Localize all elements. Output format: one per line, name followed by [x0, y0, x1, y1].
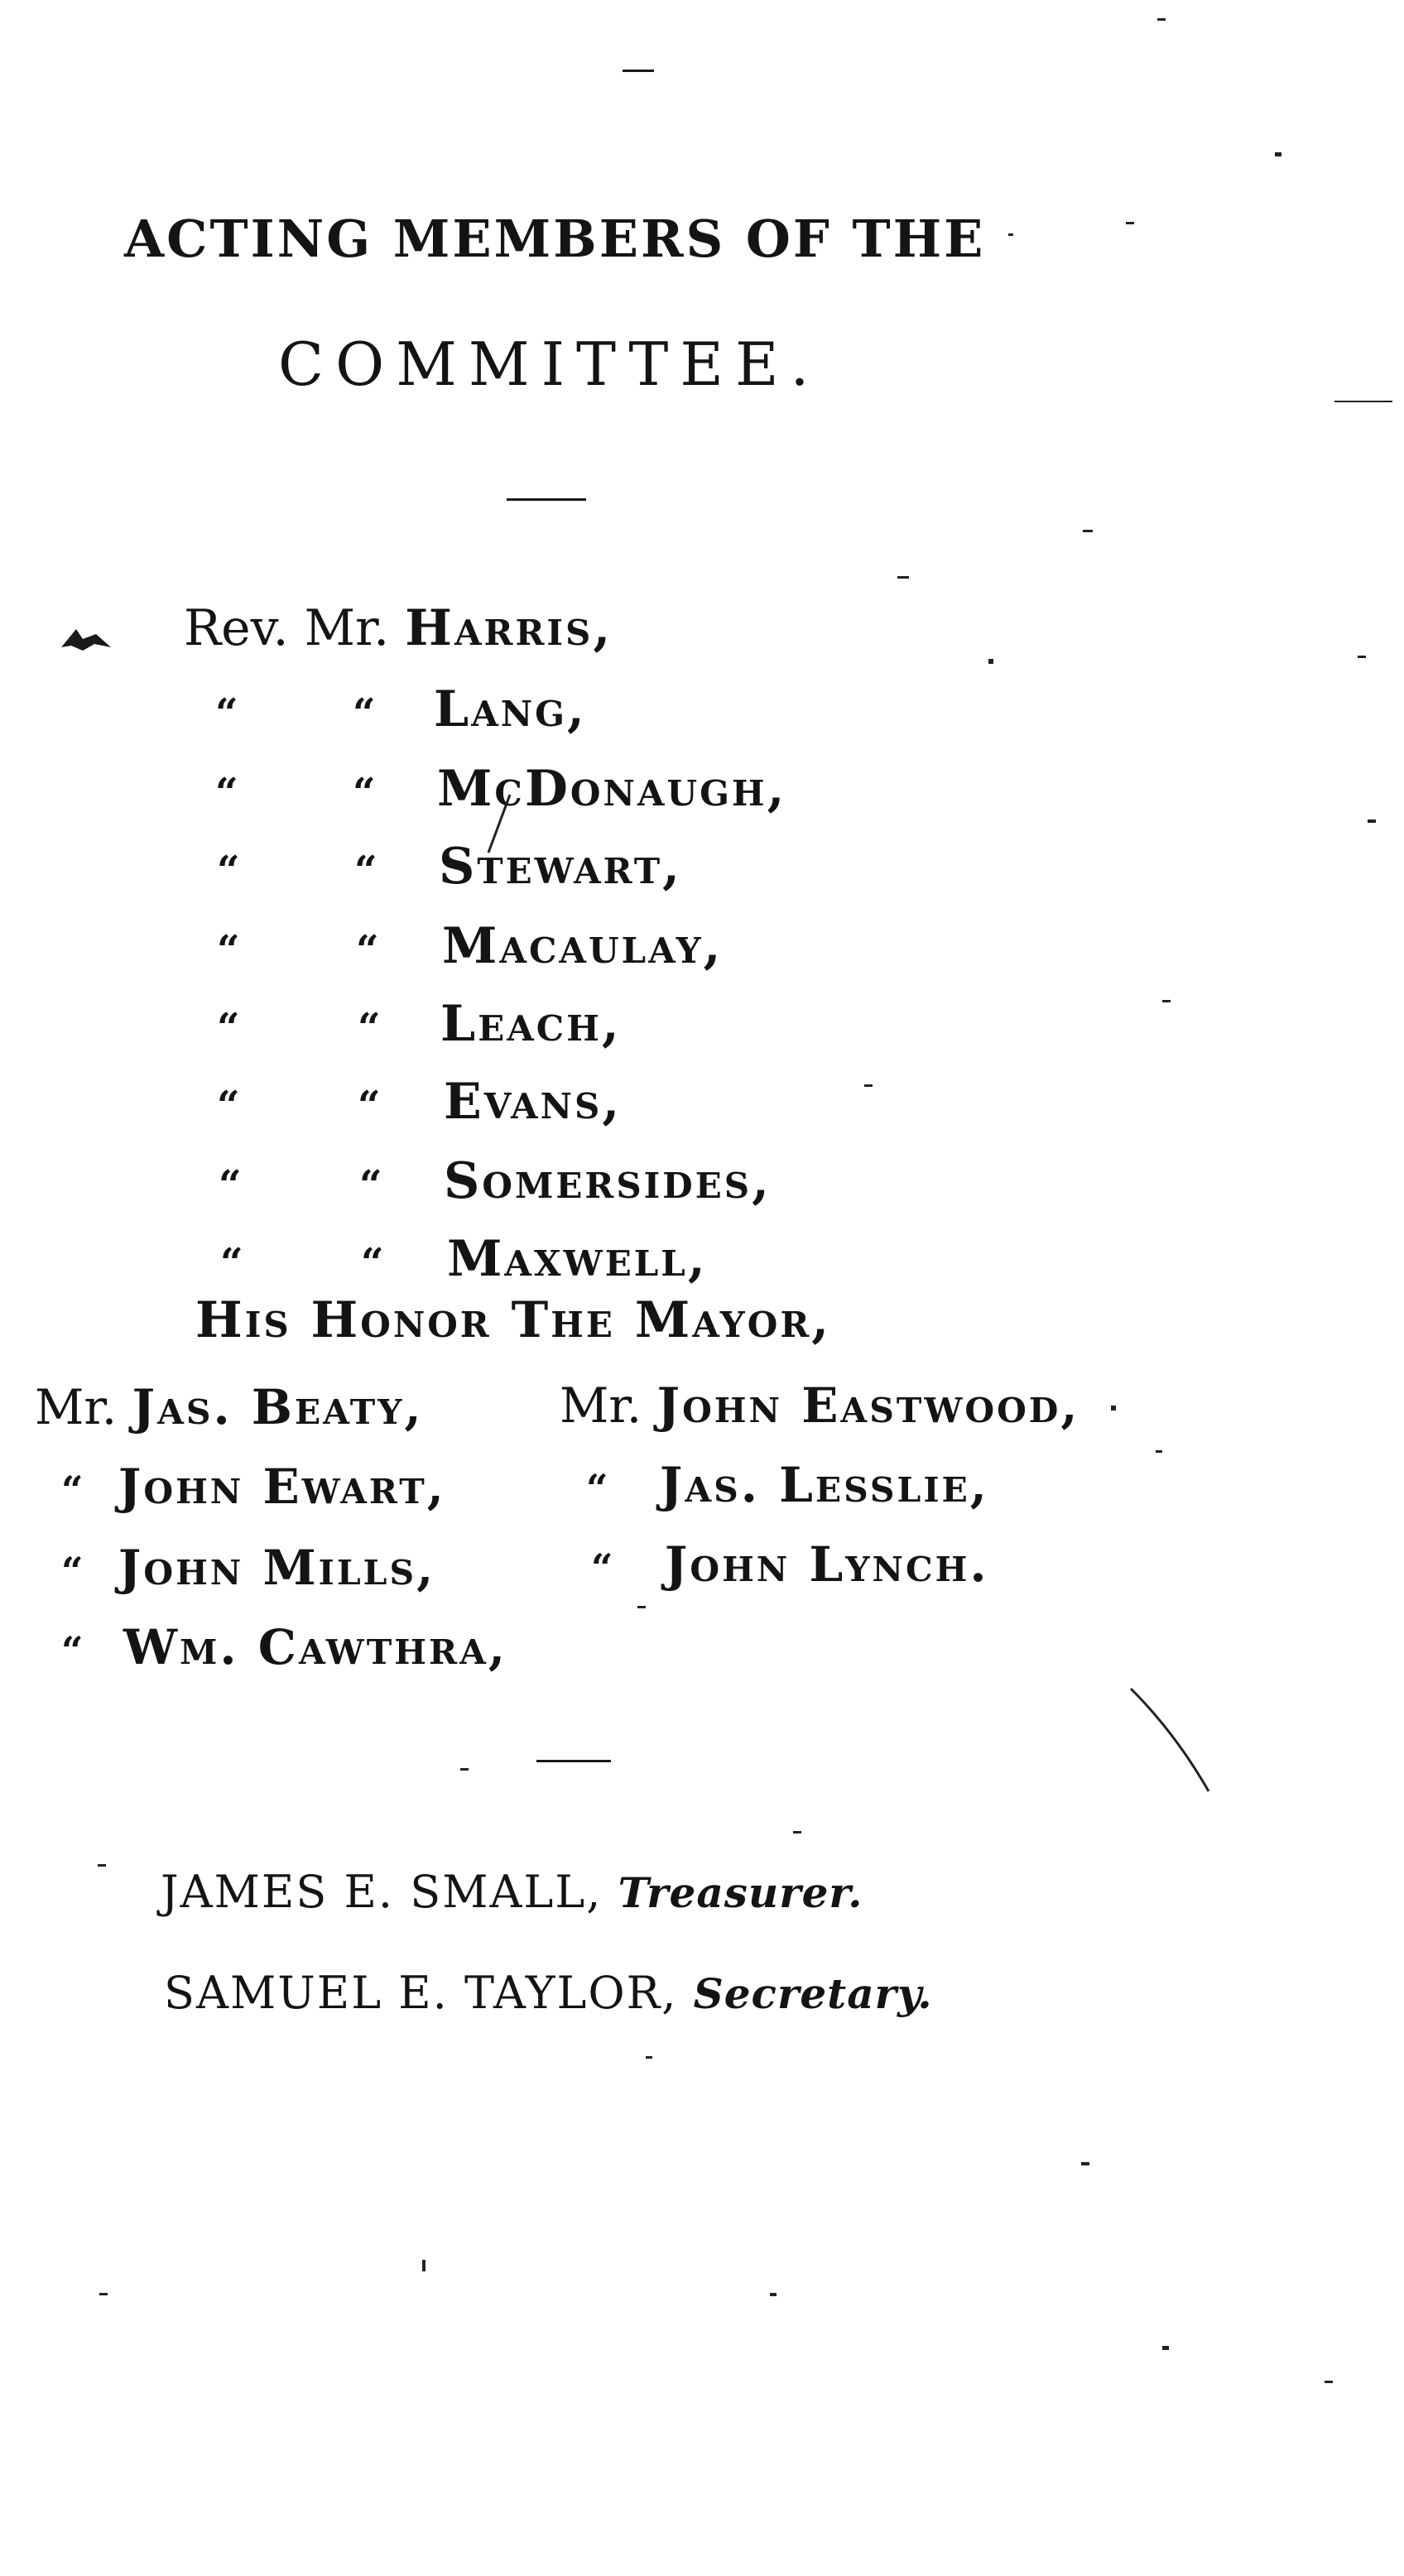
- officer-name: JAMES E. SMALL,: [161, 1866, 603, 1918]
- clergy-row-1: [184, 599, 613, 657]
- scan-speck: [99, 2293, 108, 2295]
- scan-speck: [1111, 1406, 1116, 1411]
- ditto-mark: “: [217, 1083, 240, 1129]
- ditto-mark: “: [215, 770, 238, 816]
- clergy-name: Somersides,: [444, 1152, 772, 1210]
- clergy-name: Stewart,: [439, 838, 682, 896]
- scan-speck: [1368, 819, 1376, 823]
- scan-speck: [1358, 656, 1366, 658]
- clergy-prefix: Rev. Mr.: [184, 599, 390, 657]
- scan-speck: [98, 1864, 106, 1867]
- ditto-mark: “: [220, 1240, 243, 1286]
- ditto-mark: “: [354, 848, 377, 894]
- ditto-mark: “: [215, 690, 238, 737]
- scan-speck: [770, 2293, 777, 2296]
- scan-speck: [1275, 152, 1281, 156]
- heading-line-2: COMMITTEE.: [278, 329, 821, 399]
- members-divider: [536, 1760, 611, 1762]
- scan-speck: [1157, 18, 1166, 21]
- clergy-name: Lang,: [434, 680, 587, 738]
- scan-speck: [1156, 1450, 1162, 1453]
- heading-divider: [507, 498, 586, 501]
- layman-left-1: Mr. Jas. Beaty,: [35, 1379, 424, 1435]
- layman-left-3: “ John Mills,: [61, 1540, 436, 1596]
- ditto-mark: “: [219, 1162, 242, 1209]
- scan-speck: [897, 576, 909, 579]
- ditto-mark: “: [217, 848, 240, 894]
- layman-left-2: “ John Ewart,: [61, 1459, 446, 1515]
- clergy-name: Maxwell,: [447, 1230, 708, 1288]
- scan-speck: [1081, 2162, 1089, 2165]
- layman-right-1: Mr. John Eastwood,: [560, 1377, 1080, 1434]
- scan-speck: [637, 1606, 646, 1608]
- scan-speck: [1083, 530, 1093, 532]
- ditto-mark: “: [217, 1005, 240, 1051]
- clergy-name: Leach,: [440, 995, 622, 1053]
- ditto-mark: “: [358, 1083, 381, 1129]
- ditto-mark: “: [359, 1162, 382, 1209]
- ditto-mark: “: [353, 770, 376, 816]
- clergy-name: Evans,: [444, 1073, 623, 1131]
- printer-ornament-icon: [58, 622, 116, 656]
- clergy-name: Harris,: [405, 599, 613, 657]
- scan-speck: [646, 2056, 652, 2059]
- scan-speck: [1008, 233, 1013, 236]
- officer-name: SAMUEL E. TAYLOR,: [164, 1967, 678, 2019]
- scan-speck: [1162, 1000, 1171, 1002]
- officer-secretary: [164, 1967, 933, 2019]
- heading-line-1: ACTING MEMBERS OF THE: [124, 209, 986, 269]
- clergy-name: Macaulay,: [442, 917, 724, 975]
- scan-speck: [460, 1768, 469, 1771]
- scan-speck: [1334, 401, 1392, 402]
- officer-role: Secretary.: [693, 1969, 933, 2018]
- ditto-mark: “: [358, 1005, 381, 1051]
- mayor-line: His Honor The Mayor,: [195, 1291, 832, 1349]
- scan-speck: [793, 1831, 801, 1833]
- ditto-mark: “: [361, 1240, 384, 1286]
- scan-speck: [422, 2260, 426, 2271]
- ditto-mark: “: [356, 927, 379, 973]
- layman-right-2: “ Jas. Lesslie,: [586, 1457, 989, 1513]
- scan-stroke: [1126, 1684, 1217, 1800]
- ditto-mark: “: [353, 690, 376, 737]
- top-rule: [623, 70, 654, 72]
- scan-stroke: [482, 791, 515, 858]
- clergy-name: McDonaugh,: [437, 760, 787, 818]
- ditto-mark: “: [217, 927, 240, 973]
- scan-speck: [864, 1084, 873, 1087]
- layman-left-4: “ Wm. Cawthra,: [61, 1619, 508, 1675]
- scan-speck: [988, 659, 993, 664]
- scan-speck: [1126, 222, 1134, 224]
- layman-right-3: “ John Lynch.: [591, 1536, 989, 1593]
- officer-treasurer: [161, 1866, 863, 1918]
- scan-speck: [1325, 2381, 1333, 2383]
- scan-speck: [1162, 2346, 1169, 2350]
- officer-role: Treasurer.: [618, 1868, 863, 1917]
